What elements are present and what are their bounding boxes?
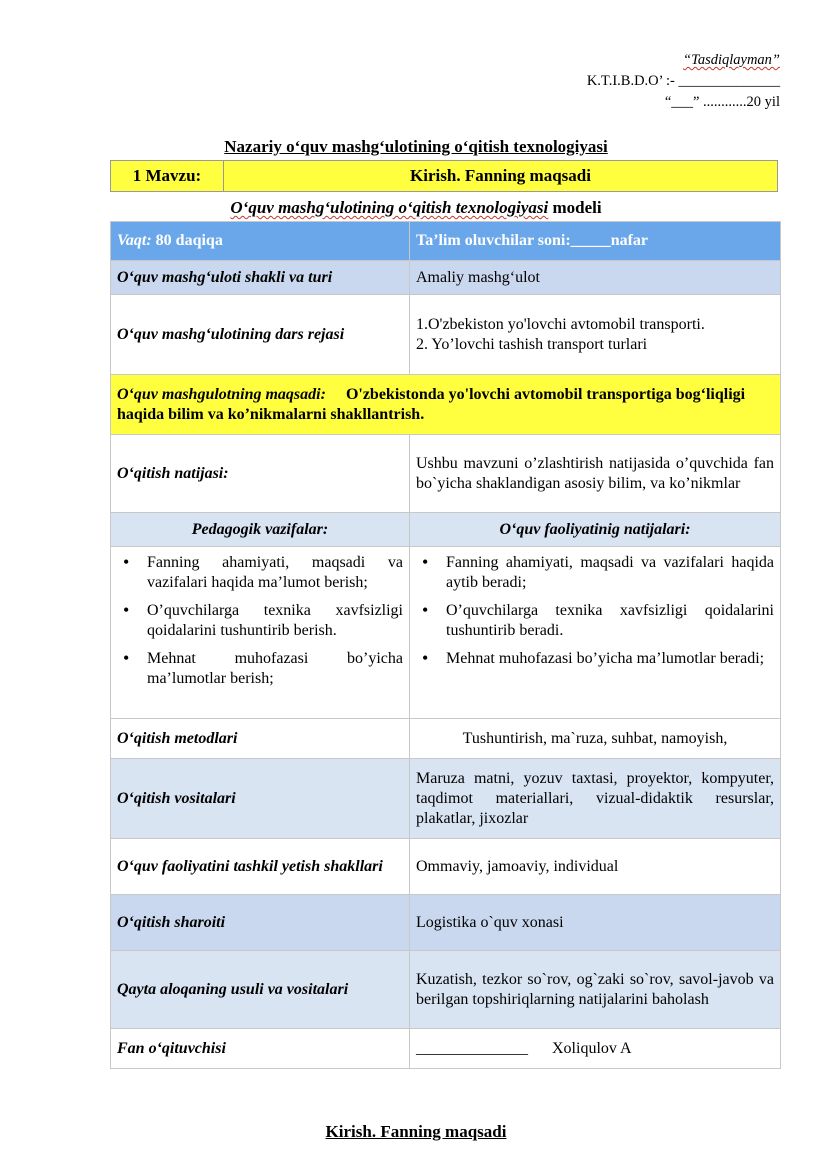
approval-line-2: “___” ............20 yil xyxy=(664,94,780,110)
feedback-value: Kuzatish, tezkor so`rov, og`zaki so`rov, savol-javob va berilgan topshiriqlarning natijalarini baholash xyxy=(410,951,781,1029)
goal-label: O‘quv mashgulotning maqsadi: xyxy=(117,385,326,403)
topic-number-label: 1 Mavzu: xyxy=(111,161,224,192)
row-form xyxy=(111,261,781,295)
topic-table xyxy=(110,160,778,192)
teacher-value: ______________ Xoliqulov A xyxy=(410,1029,781,1069)
outcomes-header: O‘quv faoliyatinig natijalari: xyxy=(410,513,781,547)
header-row xyxy=(111,222,781,261)
outcome-item: • Mehnat muhofazasi bo’yicha ma’lumotlar beradi; xyxy=(446,649,774,669)
row-feedback xyxy=(111,951,781,1029)
topic-title: Kirish. Fanning maqsadi xyxy=(224,161,778,192)
result-value: Ushbu mavzuni o’zlashtirish natijasida o’quvchida fan bo`yicha shaklandigan asosiy bilim, va ko’nikmlar xyxy=(410,435,781,513)
task-item: • Fanning ahamiyati, maqsadi va vazifalari haqida ma’lumot berish; xyxy=(147,553,403,593)
conditions-value: Logistika o`quv xonasi xyxy=(410,895,781,951)
tasks-cell xyxy=(111,547,410,719)
row-result xyxy=(111,435,781,513)
document-title: Nazariy o‘quv mashg‘ulotining o‘qitish texnologiyasi xyxy=(224,137,608,156)
goal-text: O'zbekistonda yo'lovchi avtomobil transportiga bog‘liqligi haqida bilim va ko’nikmalarni shakllantrish. xyxy=(117,385,746,423)
model-title-italic: O‘quv mashg‘ulotining o‘qitish texnologiyasi xyxy=(230,198,549,217)
outcomes-cell xyxy=(410,547,781,719)
methods-value: Tushuntirish, ma`ruza, suhbat, namoyish, xyxy=(410,719,781,759)
row-columns-header xyxy=(111,513,781,547)
model-title xyxy=(0,198,832,218)
lesson-model-table xyxy=(110,221,781,1069)
plan-line-1: 1.O'zbekiston yo'lovchi avtomobil transporti. xyxy=(416,315,705,333)
task-item: • Mehnat muhofazasi bo’yicha ma’lumotlar berish; xyxy=(147,649,403,689)
time-cell xyxy=(111,222,410,261)
goal-cell xyxy=(111,375,781,435)
organization-label: O‘quv faoliyatini tashkil yetish shakllari xyxy=(111,839,410,895)
students-count: Ta’lim oluvchilar soni:_____nafar xyxy=(410,222,781,261)
outcomes-list xyxy=(416,553,774,669)
teacher-label: Fan o‘qituvchisi xyxy=(111,1029,410,1069)
row-organization xyxy=(111,839,781,895)
approval-title: “Tasdiqlayman” xyxy=(683,52,780,68)
bottom-title: Kirish. Fanning maqsadi xyxy=(325,1122,507,1141)
row-tools xyxy=(111,759,781,839)
row-methods xyxy=(111,719,781,759)
methods-label: O‘qitish metodlari xyxy=(111,719,410,759)
plan-label: O‘quv mashg‘ulotining dars rejasi xyxy=(111,295,410,375)
form-value: Amaliy mashg‘ulot xyxy=(410,261,781,295)
time-value: 80 daqiqa xyxy=(151,232,223,249)
row-goal xyxy=(111,375,781,435)
outcome-item: • Fanning ahamiyati, maqsadi va vazifalari haqida aytib beradi; xyxy=(446,553,774,593)
row-conditions xyxy=(111,895,781,951)
organization-value: Ommaviy, jamoaviy, individual xyxy=(410,839,781,895)
feedback-label: Qayta aloqaning usuli va vositalari xyxy=(111,951,410,1029)
conditions-label: O‘qitish sharoiti xyxy=(111,895,410,951)
approval-line-1: K.T.I.B.D.O’ :- ______________ xyxy=(586,73,780,89)
outcome-item: • O’quvchilarga texnika xavfsizligi qoidalarini tushuntirib beradi. xyxy=(446,601,774,641)
row-plan xyxy=(111,295,781,375)
approval-block xyxy=(587,50,780,113)
model-title-plain: modeli xyxy=(548,198,602,217)
row-teacher xyxy=(111,1029,781,1069)
plan-line-2: 2. Yo’lovchi tashish transport turlari xyxy=(416,335,648,353)
plan-value xyxy=(410,295,781,375)
tools-value: Maruza matni, yozuv taxtasi, proyektor, kompyuter, taqdimot materiallari, vizual-didaktik resurslar, plakatlar, jixozlar xyxy=(410,759,781,839)
task-item: • O’quvchilarga texnika xavfsizligi qoidalarini tushuntirib berish. xyxy=(147,601,403,641)
row-tasks-outcomes xyxy=(111,547,781,719)
result-label: O‘qitish natijasi: xyxy=(111,435,410,513)
form-label: O‘quv mashg‘uloti shakli va turi xyxy=(111,261,410,295)
tasks-header: Pedagogik vazifalar: xyxy=(111,513,410,547)
time-label: Vaqt: xyxy=(117,232,152,249)
tasks-list xyxy=(117,553,403,689)
tools-label: O‘qitish vositalari xyxy=(111,759,410,839)
